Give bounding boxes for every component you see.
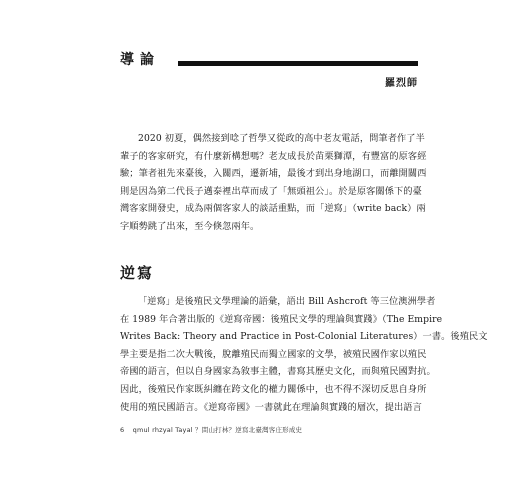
text-line: 則是因為第二代長子邁泰裡出草而成了「無頭祖公」。於是原客關係下的臺 xyxy=(120,185,422,197)
text-line: 帝國的語言，但以自身國家為敘事主體，書寫其歷史文化，而與殖民國對抗。 xyxy=(120,366,436,378)
page-number: 6 xyxy=(120,426,125,434)
text-line: 2020 初夏，偶然接到唸了哲學又從政的高中老友電話，問筆者作了半 xyxy=(138,133,425,144)
text-line: 輩子的客家研究，有什麼新構想嗎？老友成長於苗栗獅潭，有豐富的原客經 xyxy=(120,150,427,162)
author-name: 羅烈師 xyxy=(385,78,418,89)
section-heading: 逆寫 xyxy=(120,264,155,282)
text-line: 灣客家開發史，成為兩個客家人的談話重點，而「逆寫」（write back）兩 xyxy=(120,203,426,215)
paragraph-text xyxy=(120,130,427,236)
text-line: 在 1989 年合著出版的《逆寫帝國：後殖民文學的理論與實踐》（The Empire xyxy=(120,313,443,325)
running-title: qmul rhzyal Tayal ？問山打林？逆寫北臺灣客庄形成史 xyxy=(132,426,303,434)
text-line: 學主要是指二次大戰後，脫離殖民而獨立國家的文學，被殖民國作家以殖民 xyxy=(120,348,427,360)
text-line: 驗；筆者祖先來臺後，入關西，遷新埔，最後才到出身地湖口，而離開關西 xyxy=(120,168,427,180)
text-line: 「逆寫」是後殖民文學理論的語彙，語出 Bill Ashcroft 等三位澳洲學者 xyxy=(138,296,436,307)
chapter-header xyxy=(120,52,418,72)
text-line: 因此，後殖民作家既糾纏在跨文化的權力關係中，也不得不深切反思自身所 xyxy=(120,383,427,395)
chapter-title: 導論 xyxy=(120,52,160,68)
text-line: 字順勢跳了出來，至今倏忽兩年。 xyxy=(120,220,260,232)
paragraph-text xyxy=(120,293,488,416)
intro-paragraph xyxy=(120,130,427,236)
section-paragraph xyxy=(120,293,488,416)
title-rule xyxy=(178,61,418,66)
page-footer xyxy=(120,425,308,434)
text-line: 使用的殖民國語言。《逆寫帝國》一書就此在理論與實踐的層次，提出語言 xyxy=(120,401,422,413)
text-line: Writes Back: Theory and Practice in Post-Colonial Literatures）一書。後殖民文 xyxy=(120,331,488,343)
